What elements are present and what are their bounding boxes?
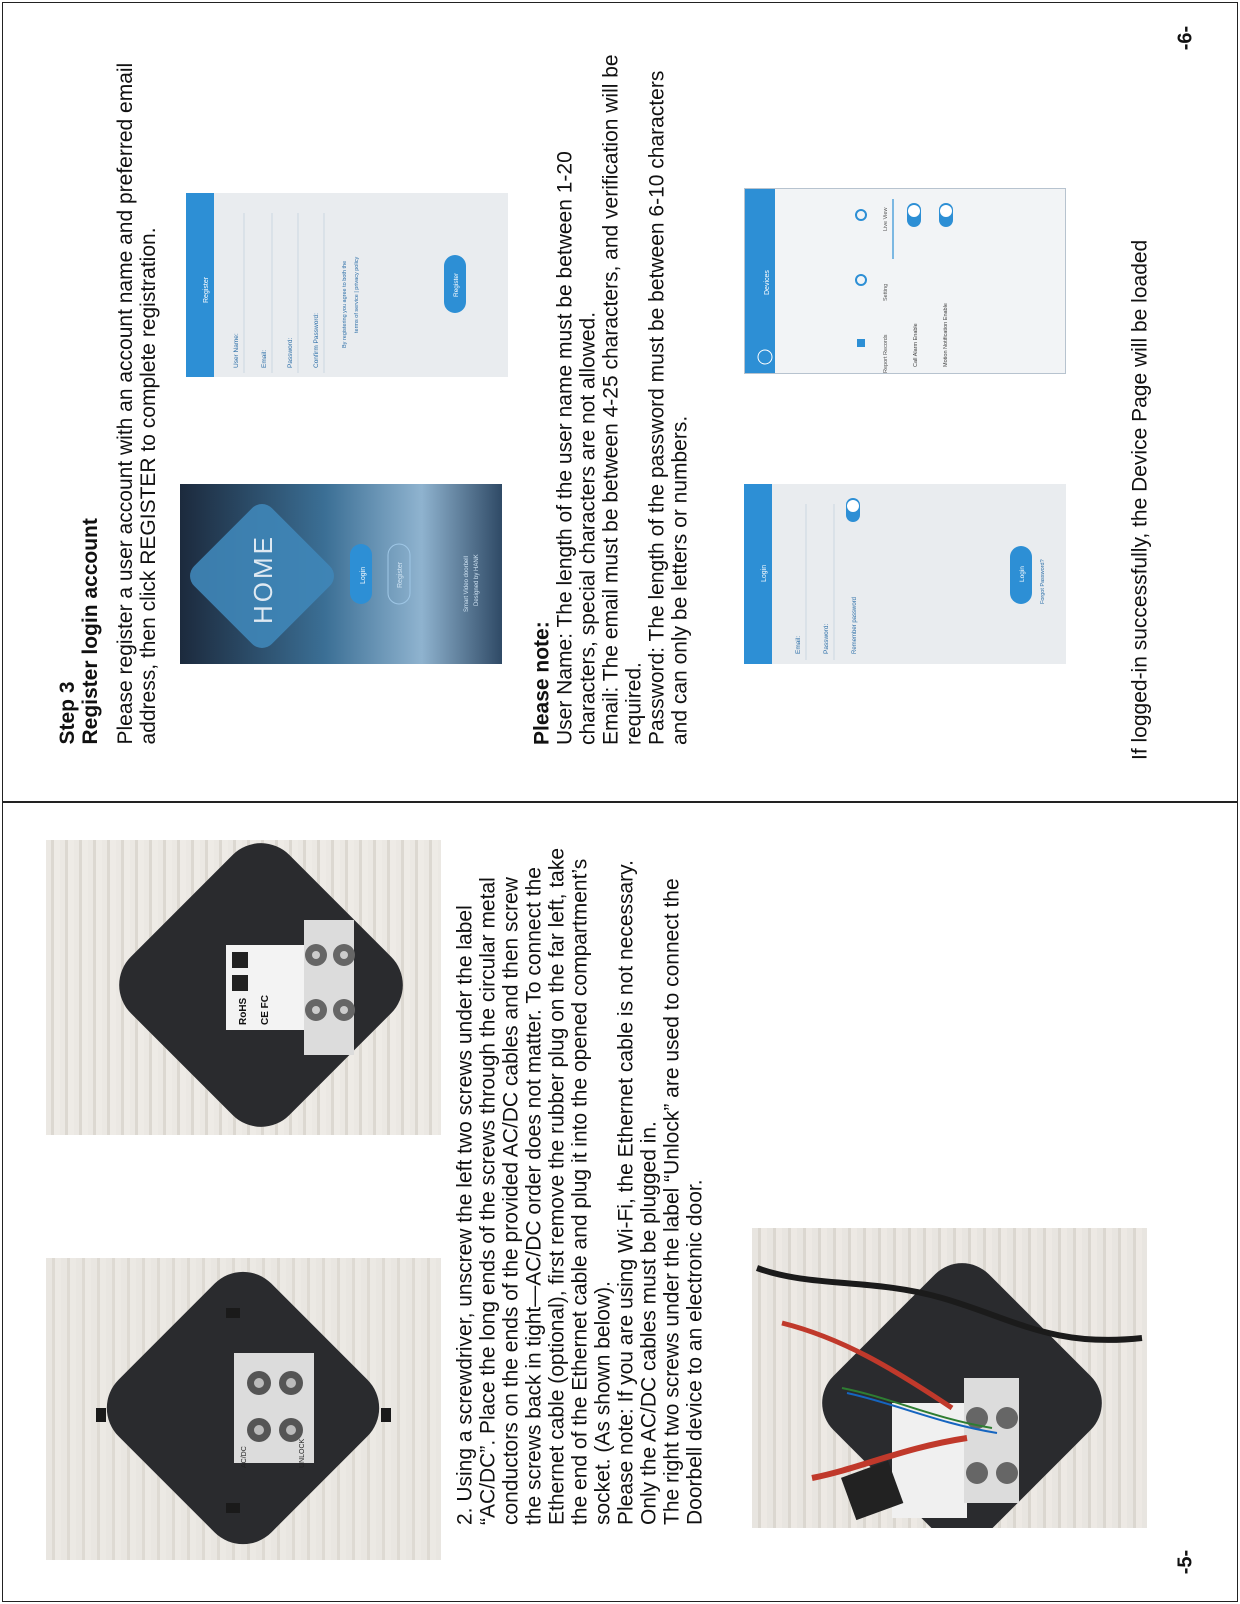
login-field-email: Email: [795, 635, 802, 654]
note-password: Password: The length of the password must be between 6-10 characters and can only be letters or numbers. [645, 70, 692, 745]
register-field-email: Email: [261, 349, 268, 368]
devices-tab-live: Live View [883, 207, 889, 231]
home-register-label: Register [397, 561, 404, 588]
device-wired-photo [752, 1228, 1147, 1528]
page-divider [2, 801, 1238, 803]
login-success-line: If logged-in successfully, the Device Page will be loaded [1128, 239, 1152, 760]
register-title: Register [203, 276, 210, 303]
step3-block [56, 40, 160, 745]
register-field-confirm: Confirm Password: [313, 313, 320, 368]
photo2-rohs-label: RoHS [238, 997, 249, 1025]
step-heading: Register login account [79, 518, 102, 745]
left-page-text [454, 845, 707, 1525]
note-title: Please note: [530, 621, 554, 745]
paragraph-unlock: The right two screws under the label “Unlock” are used to connect the Doorbell device to an electronic door. [660, 878, 707, 1525]
register-button-label: Register [453, 272, 460, 297]
page-number-6: -6- [1174, 25, 1197, 51]
notes-block [531, 45, 692, 745]
page-number-5: -5- [1174, 1549, 1197, 1575]
login-remember: Remember password [852, 596, 858, 654]
login-title: Login [761, 564, 768, 582]
photo1-acdc-label: AC/DC [241, 1446, 248, 1468]
login-button-label: Login [1019, 566, 1026, 582]
device-label-photo [46, 840, 441, 1135]
home-tagline-2: Designed by HANK [474, 554, 480, 606]
photo1-unlock-label: UNLOCK [299, 1438, 306, 1468]
register-terms: terms of service | privacy policy [354, 256, 360, 333]
step-label: Step 3 [56, 681, 79, 745]
paragraph-wiring: 2. Using a screwdriver, unscrew the left two screws under the label “AC/DC”. Place the long ends of the screws through the circular metal conductors on the ends of the provided AC/DC cables and then screw the screws back in tight—AC/DC order does not matter. To connect the Ethernet cable (optional), first remove the rubber plug on the far left, take the end of the Ethernet cable and plug it into the opened compartment’s socket. (As shown below). [453, 847, 615, 1525]
devices-screen-screenshot [744, 188, 1066, 374]
photo2-cefc-label: CE FC [260, 995, 271, 1025]
home-tagline-1: Smart Video doorbell [464, 556, 470, 612]
login-field-password: Password: [823, 623, 830, 654]
paragraph-wifi-note: Please note: If you are using Wi-Fi, the Ethernet cable is not necessary. Only the AC/DC cables must be plugged in. [614, 860, 661, 1525]
register-field-password: Password: [287, 337, 294, 368]
note-email: Email: The email must be between 4-25 characters, and verification will be required. [599, 54, 646, 745]
home-logo: HOME [248, 534, 278, 624]
devices-option-call: Call Alarm Enable [913, 323, 919, 367]
devices-title: Devices [764, 270, 771, 295]
devices-option-motion: Motion Notification Enable [943, 303, 949, 367]
home-screen-screenshot [180, 484, 502, 664]
devices-tab-records: Report Records [883, 334, 889, 373]
register-field-username: User Name: [233, 333, 240, 368]
note-username: User Name: The length of the user name must be between 1-20 characters, special characters are not allowed. [553, 151, 600, 745]
device-back-photo [46, 1258, 441, 1560]
login-forgot: Forgot Password? [1040, 559, 1046, 604]
devices-tab-setting: Setting [883, 283, 889, 301]
register-agree: By registering you agree to both the [342, 260, 348, 348]
home-login-label: Login [360, 566, 367, 584]
register-screen-screenshot [186, 193, 508, 377]
login-screen-screenshot [744, 484, 1066, 664]
step-intro: Please register a user account with an account name and preferred email address, then click REGISTER to complete registration. [114, 62, 160, 745]
